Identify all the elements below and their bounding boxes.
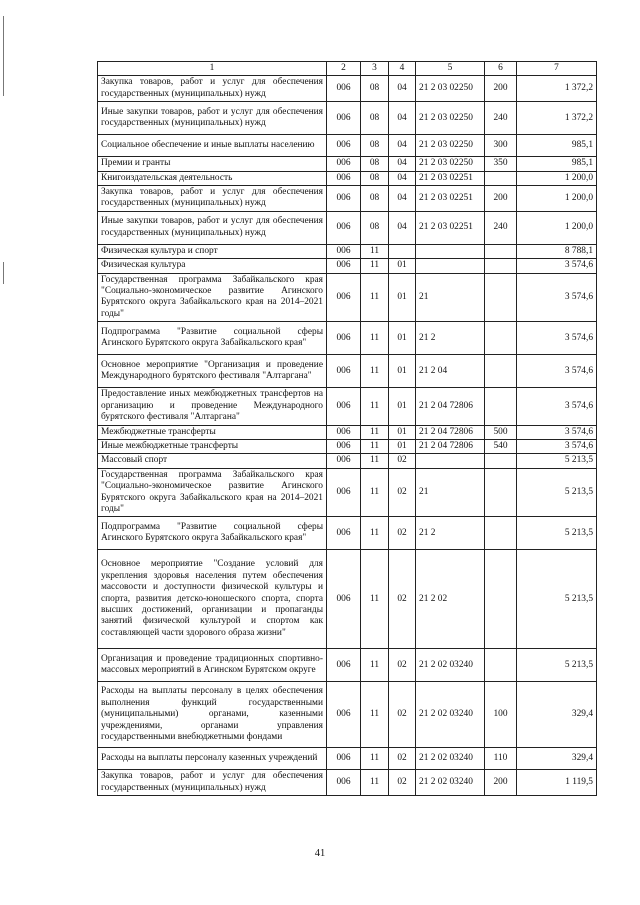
row-name: Премии и гранты	[98, 157, 327, 171]
cell-celevaya-statya: 21 2 02 03240	[416, 649, 485, 682]
cell-vid-rashodov: 200	[485, 186, 517, 212]
cell-vid-rashodov: 200	[485, 76, 517, 102]
cell-celevaya-statya: 21 2 04 72806	[416, 439, 485, 453]
row-name: Массовый спорт	[98, 454, 327, 468]
cell-amount: 5 213,5	[517, 550, 597, 649]
cell-glava: 006	[327, 388, 361, 425]
cell-razdel: 11	[361, 355, 389, 388]
cell-glava: 006	[327, 770, 361, 796]
cell-celevaya-statya: 21 2 02 03240	[416, 748, 485, 770]
table-row	[98, 211, 597, 244]
cell-celevaya-statya: 21 2 03 02250	[416, 157, 485, 171]
cell-celevaya-statya	[416, 244, 485, 258]
cell-razdel: 11	[361, 649, 389, 682]
cell-amount: 5 213,5	[517, 454, 597, 468]
table-row	[98, 76, 597, 102]
cell-amount: 3 574,6	[517, 355, 597, 388]
row-name: Физическая культура и спорт	[98, 244, 327, 258]
cell-celevaya-statya: 21 2 02 03240	[416, 770, 485, 796]
row-name: Предоставление иных межбюджетных трансфертов на организацию и проведение Международного бурятского фестиваля "Алтаргана"	[98, 388, 327, 425]
cell-celevaya-statya: 21 2 03 02250	[416, 135, 485, 157]
cell-vid-rashodov	[485, 244, 517, 258]
cell-podrazdel: 04	[389, 186, 416, 212]
cell-glava: 006	[327, 273, 361, 322]
row-name: Основное мероприятие "Организация и проведение Международного бурятского фестиваля "Алтаргана"	[98, 355, 327, 388]
table-row	[98, 468, 597, 517]
cell-amount: 5 213,5	[517, 649, 597, 682]
cell-celevaya-statya: 21 2 02 03240	[416, 682, 485, 748]
table-row	[98, 273, 597, 322]
cell-razdel: 11	[361, 468, 389, 517]
table-row	[98, 388, 597, 425]
cell-celevaya-statya	[416, 454, 485, 468]
column-header: 4	[389, 62, 416, 76]
column-header: 1	[98, 62, 327, 76]
cell-razdel: 11	[361, 273, 389, 322]
cell-vid-rashodov: 240	[485, 102, 517, 135]
cell-glava: 006	[327, 649, 361, 682]
cell-vid-rashodov	[485, 454, 517, 468]
cell-amount: 8 788,1	[517, 244, 597, 258]
column-header: 7	[517, 62, 597, 76]
cell-podrazdel: 01	[389, 273, 416, 322]
cell-glava: 006	[327, 682, 361, 748]
table-body	[98, 62, 597, 796]
cell-vid-rashodov: 100	[485, 682, 517, 748]
table-row	[98, 517, 597, 550]
cell-razdel: 11	[361, 550, 389, 649]
margin-mark	[3, 262, 4, 284]
row-name: Закупка товаров, работ и услуг для обеспечения государственных (муниципальных) нужд	[98, 186, 327, 212]
column-header: 6	[485, 62, 517, 76]
cell-celevaya-statya: 21 2 04 72806	[416, 425, 485, 439]
cell-podrazdel	[389, 244, 416, 258]
cell-glava: 006	[327, 454, 361, 468]
cell-amount: 329,4	[517, 682, 597, 748]
cell-glava: 006	[327, 244, 361, 258]
cell-razdel: 11	[361, 259, 389, 273]
cell-glava: 006	[327, 76, 361, 102]
row-name: Социальное обеспечение и иные выплаты населению	[98, 135, 327, 157]
table-row	[98, 770, 597, 796]
row-name: Иные закупки товаров, работ и услуг для обеспечения государственных (муниципальных) нужд	[98, 102, 327, 135]
table-header-row	[98, 62, 597, 76]
cell-razdel: 11	[361, 748, 389, 770]
cell-podrazdel: 04	[389, 171, 416, 185]
cell-podrazdel: 02	[389, 649, 416, 682]
cell-glava: 006	[327, 550, 361, 649]
cell-razdel: 11	[361, 425, 389, 439]
cell-razdel: 08	[361, 186, 389, 212]
cell-amount: 1 200,0	[517, 211, 597, 244]
cell-amount: 1 200,0	[517, 171, 597, 185]
cell-amount: 1 119,5	[517, 770, 597, 796]
cell-razdel: 08	[361, 157, 389, 171]
cell-podrazdel: 04	[389, 102, 416, 135]
cell-celevaya-statya: 21 2	[416, 322, 485, 355]
cell-celevaya-statya	[416, 259, 485, 273]
cell-vid-rashodov	[485, 273, 517, 322]
cell-glava: 006	[327, 517, 361, 550]
cell-glava: 006	[327, 102, 361, 135]
cell-vid-rashodov: 240	[485, 211, 517, 244]
row-name: Расходы на выплаты персоналу казенных учреждений	[98, 748, 327, 770]
cell-glava: 006	[327, 439, 361, 453]
cell-celevaya-statya: 21 2 03 02251	[416, 211, 485, 244]
cell-razdel: 11	[361, 682, 389, 748]
cell-celevaya-statya: 21 2 04 72806	[416, 388, 485, 425]
cell-amount: 5 213,5	[517, 468, 597, 517]
cell-glava: 006	[327, 355, 361, 388]
cell-vid-rashodov: 500	[485, 425, 517, 439]
cell-amount: 1 200,0	[517, 186, 597, 212]
column-header: 2	[327, 62, 361, 76]
table-row	[98, 425, 597, 439]
cell-amount: 329,4	[517, 748, 597, 770]
row-name: Основное мероприятие "Создание условий для укрепления здоровья населения путем обеспечения массовости и доступности физической культуры и спорта, развития детско-юношеского спорта, спорта высших достижений, организации и пропаганды занятий физической культурой и спортом как составляющей части здорового образа жизни"	[98, 550, 327, 649]
cell-amount: 3 574,6	[517, 425, 597, 439]
cell-vid-rashodov	[485, 517, 517, 550]
cell-vid-rashodov	[485, 259, 517, 273]
row-name: Подпрограмма "Развитие социальной сферы Агинского Бурятского округа Забайкальского края"	[98, 517, 327, 550]
table-row	[98, 171, 597, 185]
cell-vid-rashodov	[485, 171, 517, 185]
cell-podrazdel: 01	[389, 355, 416, 388]
cell-podrazdel: 02	[389, 468, 416, 517]
cell-podrazdel: 01	[389, 388, 416, 425]
cell-amount: 985,1	[517, 157, 597, 171]
cell-vid-rashodov: 540	[485, 439, 517, 453]
row-name: Закупка товаров, работ и услуг для обеспечения государственных (муниципальных) нужд	[98, 770, 327, 796]
cell-amount: 3 574,6	[517, 439, 597, 453]
cell-podrazdel: 04	[389, 135, 416, 157]
cell-vid-rashodov: 110	[485, 748, 517, 770]
cell-razdel: 11	[361, 244, 389, 258]
cell-podrazdel: 01	[389, 425, 416, 439]
cell-vid-rashodov: 300	[485, 135, 517, 157]
table-row	[98, 244, 597, 258]
cell-razdel: 11	[361, 439, 389, 453]
cell-amount: 1 372,2	[517, 76, 597, 102]
table-row	[98, 682, 597, 748]
cell-celevaya-statya: 21 2 03 02251	[416, 171, 485, 185]
cell-podrazdel: 02	[389, 517, 416, 550]
cell-glava: 006	[327, 468, 361, 517]
cell-razdel: 08	[361, 135, 389, 157]
cell-celevaya-statya: 21 2 03 02250	[416, 76, 485, 102]
table-row	[98, 748, 597, 770]
row-name: Межбюджетные трансферты	[98, 425, 327, 439]
row-name: Физическая культура	[98, 259, 327, 273]
page-number: 41	[314, 848, 326, 859]
cell-celevaya-statya: 21	[416, 468, 485, 517]
cell-vid-rashodov	[485, 322, 517, 355]
cell-podrazdel: 01	[389, 322, 416, 355]
table-row	[98, 157, 597, 171]
table-row	[98, 550, 597, 649]
row-name: Книгоиздательская деятельность	[98, 171, 327, 185]
cell-vid-rashodov: 200	[485, 770, 517, 796]
cell-glava: 006	[327, 748, 361, 770]
cell-amount: 3 574,6	[517, 273, 597, 322]
cell-razdel: 11	[361, 388, 389, 425]
cell-amount: 3 574,6	[517, 388, 597, 425]
cell-amount: 5 213,5	[517, 517, 597, 550]
cell-glava: 006	[327, 157, 361, 171]
budget-table	[97, 61, 597, 796]
cell-razdel: 11	[361, 322, 389, 355]
table-row	[98, 355, 597, 388]
margin-mark	[3, 16, 4, 96]
table-row	[98, 135, 597, 157]
cell-amount: 1 372,2	[517, 102, 597, 135]
cell-glava: 006	[327, 211, 361, 244]
row-name: Иные закупки товаров, работ и услуг для обеспечения государственных (муниципальных) нужд	[98, 211, 327, 244]
cell-glava: 006	[327, 135, 361, 157]
cell-vid-rashodov	[485, 550, 517, 649]
cell-glava: 006	[327, 171, 361, 185]
cell-glava: 006	[327, 425, 361, 439]
row-name: Государственная программа Забайкальского края "Социально-экономическое развитие Агинского Бурятского округа Забайкальского края на 2014–2021 годы"	[98, 468, 327, 517]
row-name: Расходы на выплаты персоналу в целях обеспечения выполнения функций государственными (муниципальными) органами, казенными учреждениями, органами управления государственными внебюджетными фондами	[98, 682, 327, 748]
cell-podrazdel: 02	[389, 748, 416, 770]
row-name: Иные межбюджетные трансферты	[98, 439, 327, 453]
row-name: Подпрограмма "Развитие социальной сферы Агинского Бурятского округа Забайкальского края"	[98, 322, 327, 355]
cell-podrazdel: 04	[389, 157, 416, 171]
cell-celevaya-statya: 21 2 04	[416, 355, 485, 388]
cell-razdel: 11	[361, 454, 389, 468]
cell-vid-rashodov	[485, 649, 517, 682]
cell-razdel: 11	[361, 517, 389, 550]
cell-glava: 006	[327, 322, 361, 355]
cell-podrazdel: 01	[389, 259, 416, 273]
cell-vid-rashodov	[485, 388, 517, 425]
cell-celevaya-statya: 21	[416, 273, 485, 322]
cell-celevaya-statya: 21 2 03 02250	[416, 102, 485, 135]
cell-amount: 3 574,6	[517, 322, 597, 355]
column-header: 5	[416, 62, 485, 76]
row-name: Организация и проведение традиционных спортивно-массовых мероприятий в Агинском Бурятском округе	[98, 649, 327, 682]
cell-amount: 3 574,6	[517, 259, 597, 273]
cell-podrazdel: 02	[389, 682, 416, 748]
cell-vid-rashodov	[485, 468, 517, 517]
cell-amount: 985,1	[517, 135, 597, 157]
column-header: 3	[361, 62, 389, 76]
table-row	[98, 186, 597, 212]
cell-podrazdel: 04	[389, 76, 416, 102]
cell-podrazdel: 04	[389, 211, 416, 244]
table-row	[98, 454, 597, 468]
cell-podrazdel: 02	[389, 454, 416, 468]
cell-razdel: 08	[361, 171, 389, 185]
table-row	[98, 439, 597, 453]
table-row	[98, 259, 597, 273]
cell-razdel: 08	[361, 76, 389, 102]
cell-celevaya-statya: 21 2 02	[416, 550, 485, 649]
cell-razdel: 11	[361, 770, 389, 796]
cell-podrazdel: 01	[389, 439, 416, 453]
row-name: Государственная программа Забайкальского края "Социально-экономическое развитие Агинского Бурятского округа Забайкальского края на 2014–2021 годы"	[98, 273, 327, 322]
cell-glava: 006	[327, 186, 361, 212]
cell-podrazdel: 02	[389, 550, 416, 649]
row-name: Закупка товаров, работ и услуг для обеспечения государственных (муниципальных) нужд	[98, 76, 327, 102]
table-row	[98, 649, 597, 682]
cell-celevaya-statya: 21 2	[416, 517, 485, 550]
table-row	[98, 322, 597, 355]
cell-vid-rashodov	[485, 355, 517, 388]
cell-razdel: 08	[361, 102, 389, 135]
table-row	[98, 102, 597, 135]
cell-razdel: 08	[361, 211, 389, 244]
cell-celevaya-statya: 21 2 03 02251	[416, 186, 485, 212]
cell-podrazdel: 02	[389, 770, 416, 796]
cell-glava: 006	[327, 259, 361, 273]
cell-vid-rashodov: 350	[485, 157, 517, 171]
